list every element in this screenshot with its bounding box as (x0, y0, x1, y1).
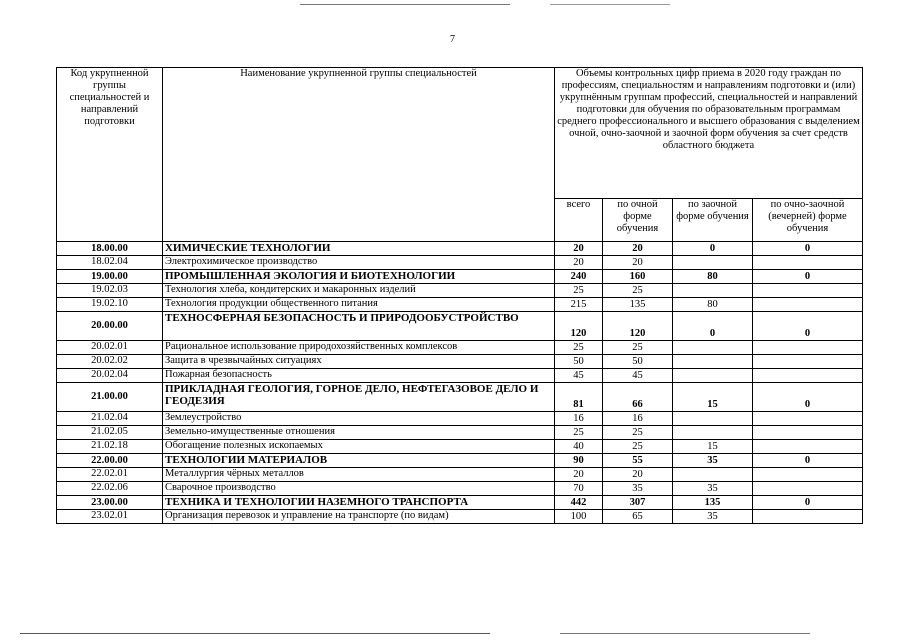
cell-code: 23.00.00 (57, 496, 163, 510)
cell-code: 19.00.00 (57, 270, 163, 284)
cell-total: 442 (555, 496, 603, 510)
header-code: Код укрупненной группы специальностей и направлений подготовки (57, 68, 163, 242)
cell-name: Технология хлеба, кондитерских и макаронных изделий (163, 284, 555, 298)
cell-fulltime: 55 (603, 454, 673, 468)
cell-total: 81 (555, 383, 603, 412)
cell-extramural: 35 (673, 454, 753, 468)
cell-fulltime: 20 (603, 242, 673, 256)
table-row (57, 256, 863, 270)
table-row (57, 341, 863, 355)
cell-total: 215 (555, 298, 603, 312)
cell-fulltime: 135 (603, 298, 673, 312)
cell-name: Пожарная безопасность (163, 369, 555, 383)
cell-extramural: 35 (673, 482, 753, 496)
cell-extramural (673, 256, 753, 270)
cell-extramural: 135 (673, 496, 753, 510)
cell-fulltime: 25 (603, 341, 673, 355)
cell-name: Металлургия чёрных металлов (163, 468, 555, 482)
cell-name: ТЕХНИКА И ТЕХНОЛОГИИ НАЗЕМНОГО ТРАНСПОРТА (163, 496, 555, 510)
header-name: Наименование укрупненной группы специальностей (163, 68, 555, 242)
cell-extramural: 35 (673, 510, 753, 524)
header-volumes: Объемы контрольных цифр приема в 2020 году граждан по профессиям, специальностям и направлениям подготовки и (или) укрупнённым группам профессий, специальностей и направлений подготовки для обучения по образовательным программам среднего профессионального и высшего образования с выделением очной, очно-заочной и заочной форм обучения за счет средств областного бюджета (555, 68, 863, 199)
table-row (57, 369, 863, 383)
cell-extramural (673, 369, 753, 383)
cell-name: Земельно-имущественные отношения (163, 426, 555, 440)
table-row (57, 412, 863, 426)
cell-total: 20 (555, 256, 603, 270)
cell-total: 120 (555, 312, 603, 341)
cell-total: 70 (555, 482, 603, 496)
cell-name: ХИМИЧЕСКИЕ ТЕХНОЛОГИИ (163, 242, 555, 256)
table-row-group (57, 312, 863, 341)
cell-code: 22.02.01 (57, 468, 163, 482)
table-row-group (57, 242, 863, 256)
cell-code: 22.02.06 (57, 482, 163, 496)
cell-name: Организация перевозок и управление на транспорте (по видам) (163, 510, 555, 524)
cell-total: 40 (555, 440, 603, 454)
cell-fulltime: 20 (603, 256, 673, 270)
cell-total: 45 (555, 369, 603, 383)
cell-evening (753, 256, 863, 270)
cell-total: 100 (555, 510, 603, 524)
cell-total: 16 (555, 412, 603, 426)
cell-evening: 0 (753, 270, 863, 284)
cell-fulltime: 20 (603, 468, 673, 482)
header-total: всего (555, 199, 603, 242)
cell-name: Электрохимическое производство (163, 256, 555, 270)
cell-total: 240 (555, 270, 603, 284)
cell-extramural (673, 355, 753, 369)
cell-name: ТЕХНОЛОГИИ МАТЕРИАЛОВ (163, 454, 555, 468)
cell-fulltime: 65 (603, 510, 673, 524)
table-row (57, 284, 863, 298)
cell-fulltime: 50 (603, 355, 673, 369)
cell-fulltime: 307 (603, 496, 673, 510)
cell-fulltime: 25 (603, 426, 673, 440)
cell-code: 21.02.18 (57, 440, 163, 454)
cell-extramural: 15 (673, 383, 753, 412)
admission-quota-table (56, 67, 863, 524)
cell-extramural (673, 284, 753, 298)
scan-edge-line (560, 633, 810, 634)
cell-total: 25 (555, 341, 603, 355)
cell-extramural: 15 (673, 440, 753, 454)
cell-evening (753, 369, 863, 383)
cell-code: 20.02.01 (57, 341, 163, 355)
cell-code: 21.00.00 (57, 383, 163, 412)
cell-evening (753, 468, 863, 482)
cell-total: 25 (555, 426, 603, 440)
cell-extramural (673, 341, 753, 355)
cell-evening: 0 (753, 383, 863, 412)
cell-fulltime: 45 (603, 369, 673, 383)
table-row (57, 426, 863, 440)
cell-name: ПРОМЫШЛЕННАЯ ЭКОЛОГИЯ И БИОТЕХНОЛОГИИ (163, 270, 555, 284)
cell-evening (753, 426, 863, 440)
header-fulltime: по очной форме обучения (603, 199, 673, 242)
cell-code: 19.02.10 (57, 298, 163, 312)
cell-total: 20 (555, 242, 603, 256)
table-row-group (57, 270, 863, 284)
cell-extramural (673, 412, 753, 426)
cell-evening (753, 510, 863, 524)
table-row (57, 440, 863, 454)
cell-fulltime: 25 (603, 440, 673, 454)
cell-name: Защита в чрезвычайных ситуациях (163, 355, 555, 369)
scan-edge-line (550, 4, 670, 5)
header-evening: по очно-заочной (вечерней) форме обучения (753, 199, 863, 242)
cell-total: 90 (555, 454, 603, 468)
cell-code: 21.02.04 (57, 412, 163, 426)
header-extramural: по заочной форме обучения (673, 199, 753, 242)
scan-edge-line (300, 4, 510, 5)
cell-extramural: 0 (673, 242, 753, 256)
table-row (57, 482, 863, 496)
cell-code: 20.02.02 (57, 355, 163, 369)
cell-extramural (673, 468, 753, 482)
cell-fulltime: 160 (603, 270, 673, 284)
cell-name: ТЕХНОСФЕРНАЯ БЕЗОПАСНОСТЬ И ПРИРОДООБУСТРОЙСТВО (163, 312, 555, 341)
cell-name: Сварочное производство (163, 482, 555, 496)
cell-evening (753, 440, 863, 454)
cell-total: 50 (555, 355, 603, 369)
cell-evening: 0 (753, 242, 863, 256)
scan-edge-line (20, 633, 490, 634)
cell-code: 22.00.00 (57, 454, 163, 468)
cell-total: 25 (555, 284, 603, 298)
cell-name: Технология продукции общественного питания (163, 298, 555, 312)
table-row-group (57, 383, 863, 412)
table-row-group (57, 454, 863, 468)
cell-evening (753, 298, 863, 312)
cell-code: 21.02.05 (57, 426, 163, 440)
cell-extramural: 0 (673, 312, 753, 341)
cell-extramural: 80 (673, 270, 753, 284)
cell-fulltime: 66 (603, 383, 673, 412)
cell-extramural (673, 426, 753, 440)
table-row (57, 298, 863, 312)
cell-code: 20.02.04 (57, 369, 163, 383)
cell-evening (753, 412, 863, 426)
cell-fulltime: 120 (603, 312, 673, 341)
cell-code: 19.02.03 (57, 284, 163, 298)
cell-fulltime: 16 (603, 412, 673, 426)
cell-extramural: 80 (673, 298, 753, 312)
cell-name: Рациональное использование природохозяйственных комплексов (163, 341, 555, 355)
cell-fulltime: 25 (603, 284, 673, 298)
cell-name: Обогащение полезных ископаемых (163, 440, 555, 454)
cell-evening: 0 (753, 496, 863, 510)
cell-code: 20.00.00 (57, 312, 163, 341)
cell-name: Землеустройство (163, 412, 555, 426)
cell-total: 20 (555, 468, 603, 482)
cell-fulltime: 35 (603, 482, 673, 496)
cell-evening (753, 341, 863, 355)
table-row-group (57, 496, 863, 510)
cell-code: 18.00.00 (57, 242, 163, 256)
table-row (57, 468, 863, 482)
cell-evening (753, 355, 863, 369)
cell-evening (753, 482, 863, 496)
cell-code: 18.02.04 (57, 256, 163, 270)
cell-name: ПРИКЛАДНАЯ ГЕОЛОГИЯ, ГОРНОЕ ДЕЛО, НЕФТЕГАЗОВОЕ ДЕЛО И ГЕОДЕЗИЯ (163, 383, 555, 412)
cell-evening (753, 284, 863, 298)
table-row (57, 355, 863, 369)
cell-evening: 0 (753, 312, 863, 341)
page-number: 7 (450, 34, 455, 45)
cell-evening: 0 (753, 454, 863, 468)
table-row (57, 510, 863, 524)
cell-code: 23.02.01 (57, 510, 163, 524)
